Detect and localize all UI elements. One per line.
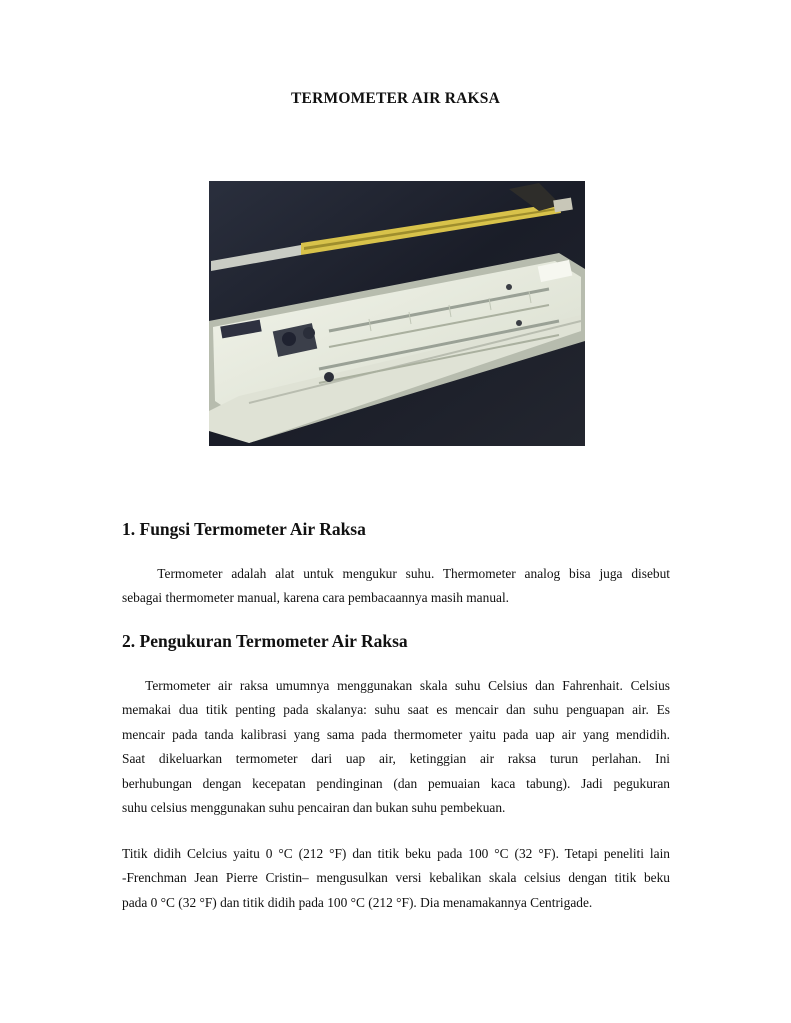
thermometer-photo-icon [209, 181, 585, 446]
paragraph-fungsi [122, 562, 670, 611]
paragraph-line: Termometer air raksa umumnya menggunakan skala suhu Celsius dan Fahrenhait. Celsius [122, 678, 671, 693]
paragraph-line: pada 0 °C (32 °F) dan titik didih pada 100 °C (212 °F). Dia menamakannya Centrigade. [122, 894, 593, 910]
section-heading-fungsi: 1. Fungsi Termometer Air Raksa [122, 519, 366, 539]
thermometer-photo [209, 181, 585, 446]
paragraph-pengukuran [122, 674, 670, 820]
paragraph-line: memakai dua titik penting pada skalanya: suhu saat es mencair dan suhu penguapan air. Es [122, 702, 670, 718]
document-title: TERMOMETER AIR RAKSA [291, 90, 500, 107]
paragraph-line: -Frenchman Jean Pierre Cristin– mengusulkan versi kebalikan skala celsius dengan titik beku [122, 870, 670, 886]
paragraph-line: sebagai thermometer manual, karena cara pembacaannya masih manual. [122, 590, 510, 606]
paragraph-line: mencair pada tanda kalibrasi yang sama pada thermometer yaitu pada uap air yang mendidih. [122, 726, 670, 742]
paragraph-line: Titik didih Celcius yaitu 0 °C (212 °F) dan titik beku pada 100 °C (32 °F). Tetapi peneliti lain [122, 846, 670, 861]
paragraph-line: berhubungan dengan kecepatan pendinginan (dan pemuaian kaca tabung). Jadi pegukuran [122, 775, 670, 791]
paragraph-titik-didih [122, 842, 670, 915]
section-heading-pengukuran: 2. Pengukuran Termometer Air Raksa [122, 631, 408, 651]
paragraph-line: Saat dikeluarkan termometer dari uap air, ketinggian air raksa turun perlahan. Ini [122, 751, 670, 767]
paragraph-line: suhu celsius menggunakan suhu pencairan dan bukan suhu pembekuan. [122, 800, 506, 816]
paragraph-line: Termometer adalah alat untuk mengukur suhu. Thermometer analog bisa juga disebut [122, 566, 670, 581]
